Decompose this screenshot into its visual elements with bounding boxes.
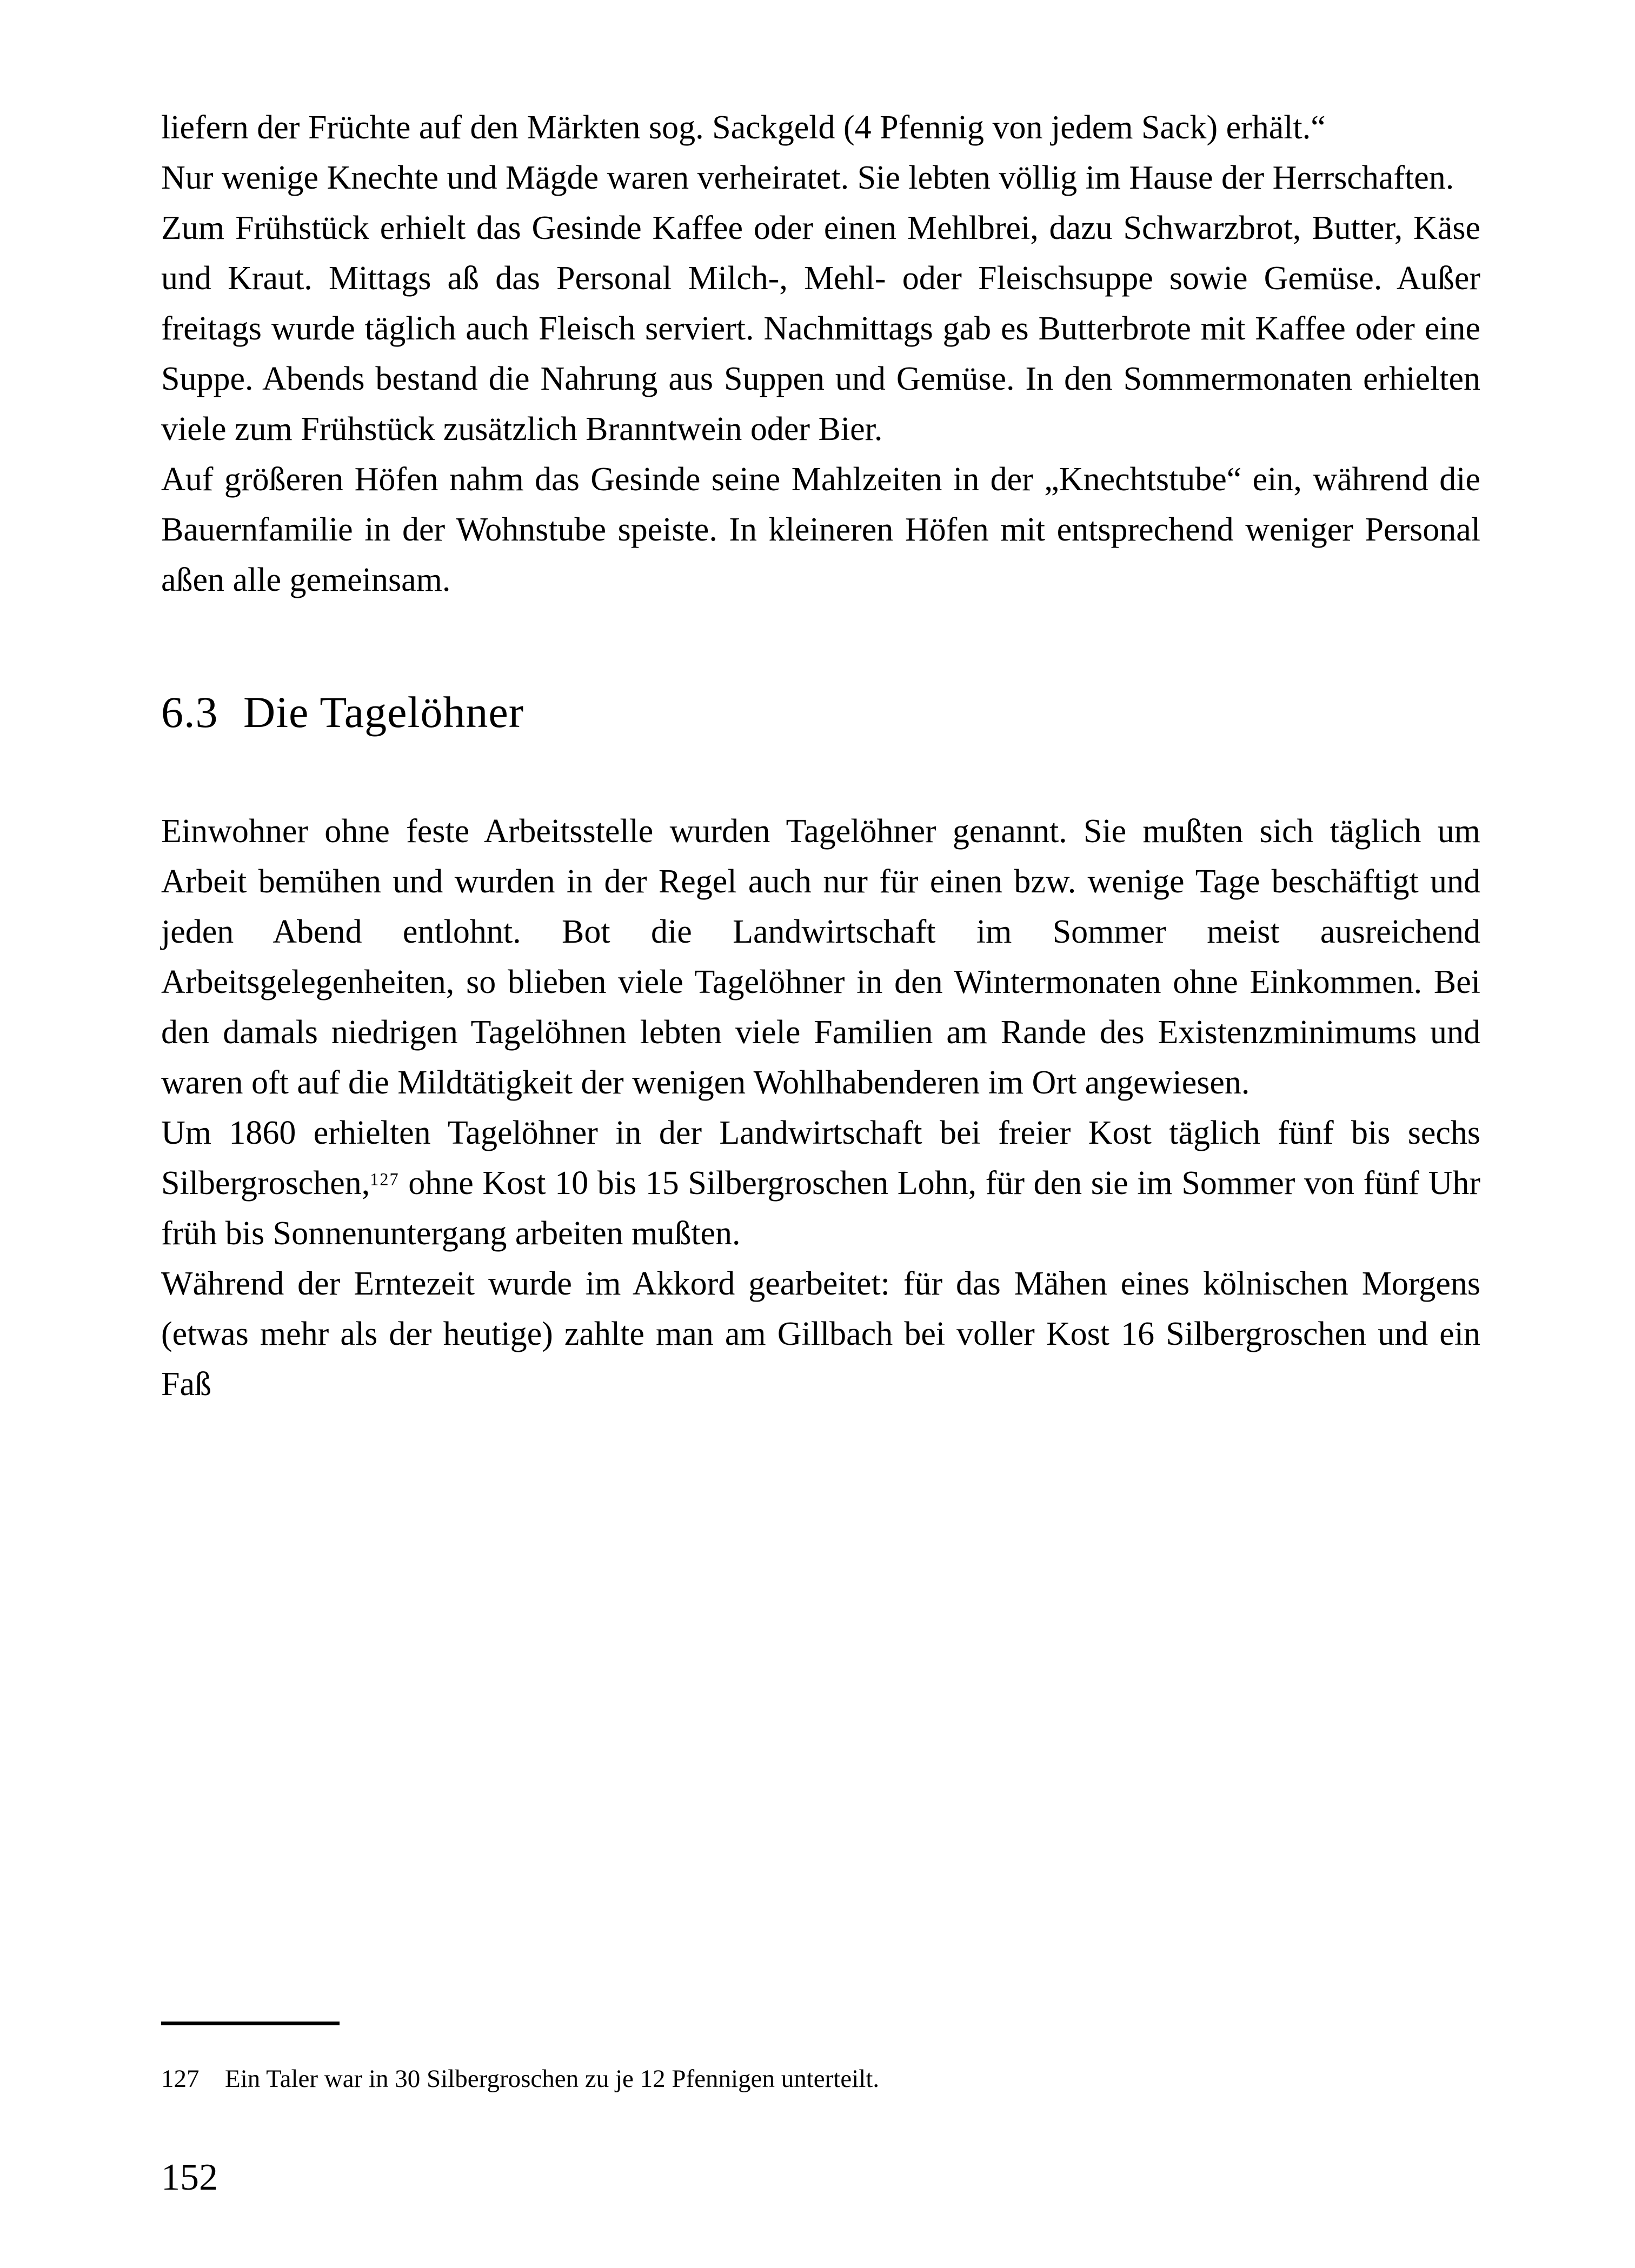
footnote-reference-127[interactable]: 127: [370, 1169, 400, 1189]
paragraph-sackgeld: liefern der Früchte auf den Märkten sog. Sackgeld (4 Pfennig von jedem Sack) erhält.“: [161, 109, 1326, 146]
section-heading-block: [161, 685, 1480, 739]
section-heading-number: 6.3: [161, 688, 218, 737]
page-text-column: [161, 103, 1480, 1410]
footnote-number: 127: [161, 2065, 200, 2093]
paragraph-um-1860: [161, 1108, 1480, 1259]
footnote-area: [161, 2022, 1480, 2097]
paragraph-um-1860-text-after-footnote: ohne Kost 10 bis 15 Silbergroschen Lohn, für den sie im Sommer von fünf Uhr früh bis Sonnenuntergang arbeiten mußten.: [161, 1165, 1480, 1252]
footnote-separator-rule: [161, 2022, 340, 2025]
section-heading-title: Die Tagelöhner: [243, 688, 524, 737]
section-heading: [161, 685, 1480, 739]
paragraph-um-1860-text-before-footnote: Um 1860 erhielten Tagelöhner in der Landwirtschaft bei freier Kost täglich fünf bis sechs Silbergroschen,: [161, 1115, 1480, 1202]
footnote-text: Ein Taler war in 30 Silbergroschen zu je 12 Pfennigen unterteilt.: [225, 2065, 880, 2093]
paragraph-erntezeit: Während der Erntezeit wurde im Akkord gearbeitet: für das Mähen eines kölnischen Morgens (etwas mehr als der heutige) zahlte man am Gillbach bei voller Kost 16 Silbergroschen und ein Faß: [161, 1265, 1480, 1403]
paragraph-knechte-maegde: Nur wenige Knechte und Mägde waren verheiratet. Sie lebten völlig im Hause der Herrschaften.: [161, 159, 1454, 196]
paragraph-fruehstueck: Zum Frühstück erhielt das Gesinde Kaffee oder einen Mehlbrei, dazu Schwarzbrot, Butter, Käse und Kraut. Mittags aß das Personal Milch-, Mehl- oder Fleischsuppe sowie Gemüse. Außer freitags wurde täglich auch Fleisch serviert. Nachmittags gab es Butterbrote mit Kaffee oder eine Suppe. Abends bestand die Nahrung aus Suppen und Gemüse. In den Sommermonaten erhielten viele zum Frühstück zusätzlich Branntwein oder Bier.: [161, 210, 1480, 448]
paragraph-knechtstube: Auf größeren Höfen nahm das Gesinde seine Mahlzeiten in der „Knechtstube“ ein, während die Bauernfamilie in der Wohnstube speiste. In kleineren Höfen mit entsprechend weniger Personal aßen alle gemeinsam.: [161, 461, 1480, 598]
paragraph-tageloehner-definition: Einwohner ohne feste Arbeitsstelle wurden Tagelöhner genannt. Sie mußten sich täglich um Arbeit bemühen und wurden in der Regel auch nur für einen bzw. wenige Tage beschäftigt und jeden Abend entlohnt. Bot die Landwirtschaft im Sommer meist ausreichend Arbeitsgelegenheiten, so blieben viele Tagelöhner in den Wintermonaten ohne Einkommen. Bei den damals niedrigen Tagelöhnen lebten viele Familien am Rande des Existenzminimums und waren oft auf die Mildtätigkeit der wenigen Wohlhabenderen im Ort angewiesen.: [161, 813, 1480, 1101]
page-number: 152: [161, 2157, 218, 2198]
footnote-entry: [161, 2061, 1480, 2097]
